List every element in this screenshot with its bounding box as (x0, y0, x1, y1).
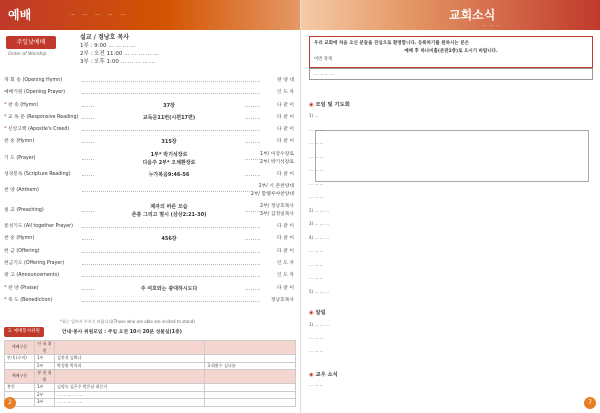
table-cell: 1부 (35, 384, 55, 392)
worship-row-leader: 2부/ 정낭호목사 3부/ 김정일목사 (260, 204, 294, 218)
table-cell: 김정숙 김은주 박은남 최문자 (55, 384, 205, 392)
worship-row-leader: 다 같 이 (277, 124, 294, 136)
worship-row-label-text: 찬 송 (Hymn) (4, 236, 35, 242)
table-row (5, 341, 296, 355)
worship-row-label (4, 100, 38, 112)
table-cell: 2부 (35, 362, 55, 370)
worship-row (4, 233, 296, 245)
table-cell: 2부 (35, 391, 55, 399)
table-cell: 안 내 위 원 (35, 341, 55, 355)
worship-row-leader: 다 같 이 (277, 221, 294, 233)
leader-dots (82, 276, 260, 277)
worship-row-label-text: 헌 금 (Offering) (4, 248, 40, 254)
table-row (5, 355, 296, 363)
table-row (5, 384, 296, 392)
worship-row-label-text: 통성기도 (All together Prayer) (4, 224, 73, 230)
meeting-item: … … … (309, 126, 324, 132)
worship-row-leader: 다 같 이 (277, 112, 294, 124)
meeting-item: 2) … … … (309, 207, 329, 213)
worship-row-label-text: 예배기원 (Opening Prayer) (4, 90, 66, 96)
worship-row-label (4, 112, 78, 124)
worship-row-label (4, 270, 59, 282)
order-of-worship-badge: 주일낮예배 (6, 36, 56, 49)
meeting-item: … … … (309, 140, 324, 145)
table-cell (5, 362, 35, 370)
worship-row-label (4, 169, 71, 181)
table-cell (205, 370, 296, 384)
order-of-worship-en: Order of Worship (8, 52, 47, 57)
leader-dots (82, 130, 260, 131)
worship-row-label (4, 283, 39, 295)
worship-row (4, 124, 296, 136)
worship-row-label (4, 181, 39, 201)
welcome-line: 예배 후 하나비홀(본관2층)로 오시기 바랍니다. (404, 49, 498, 54)
welcome-line: 우리 교회에 처음 오신 분들을 진심으로 환영합니다. 등록하기를 원하시는 분은 (314, 41, 469, 46)
worship-row-detail: 주 여호와는 광대하시도다 (94, 283, 244, 295)
worship-row-leader: 다 같 이 (277, 283, 294, 295)
meeting-item: … … … (309, 248, 324, 253)
worship-row-label (4, 201, 44, 221)
page-number: 2 (4, 397, 16, 409)
table-cell (205, 391, 296, 399)
meeting-item: … … … (309, 275, 324, 280)
bullet-icon: ◉ (309, 372, 314, 378)
left-header-title: 예배 (8, 8, 32, 22)
worship-row (4, 201, 296, 221)
worship-row-label-text: 설 교 (Preaching) (4, 208, 44, 214)
worship-row-label-text: 헌금기도 (Offering Prayer) (4, 260, 65, 266)
section-title: 모임 및 기도회 (315, 102, 350, 108)
section-heading-members (309, 370, 338, 378)
worship-row (4, 87, 296, 99)
section-heading-meetings (309, 100, 350, 108)
right-header-title: 교회소식 (449, 8, 496, 22)
worship-row-label (4, 295, 52, 307)
stand-star-icon: * (4, 297, 8, 303)
worship-row (4, 246, 296, 258)
table-cell (55, 370, 205, 384)
worship-row (4, 295, 296, 307)
table-row (5, 370, 296, 384)
worship-row-leader: 1부/ 시 존찬양대 2부/ 할렐루야찬양대 (250, 184, 294, 198)
meeting-item: 5) … … … (309, 288, 329, 294)
table-cell: 예배구분 (5, 370, 35, 384)
table-cell: 안내 (로비) (5, 355, 35, 363)
worship-row-label-text: 신앙고백 (Apostle's Creed) (7, 127, 70, 133)
worship-row-leader: 인 도 자 (277, 270, 294, 282)
table-cell: … … … … … (55, 399, 205, 407)
worship-row-label (4, 136, 34, 148)
meeting-item: … … … (309, 194, 324, 199)
table-cell: 봉헌 (5, 384, 35, 392)
schedule-badge: 3. 예배봉사위원 (4, 327, 44, 337)
meeting-item: 3) … … … (309, 221, 329, 226)
worship-row-detail: 누가복음9:46-56 (94, 169, 244, 181)
table-cell: … … … … … (55, 391, 205, 399)
worship-row-label (4, 149, 36, 169)
table-cell: 1부 (35, 355, 55, 363)
volunteer-schedule-table (4, 340, 296, 407)
worship-row-leader: 인 도 자 (277, 258, 294, 270)
meeting-item: … … … (309, 167, 324, 172)
right-page (300, 0, 600, 413)
worship-row (4, 100, 296, 112)
notice-item: … … … (309, 335, 324, 340)
leader-dots (82, 227, 260, 228)
worship-row-label-text: 축 도 (Benediction) (7, 297, 53, 303)
leader-dots (82, 93, 260, 94)
worship-row-leader: 다 같 이 (277, 100, 294, 112)
worship-row-label (4, 124, 69, 136)
worship-row (4, 112, 296, 124)
section-heading-notice (309, 308, 326, 316)
worship-row-leader: 찬 양 대 (277, 75, 294, 87)
left-header-subtitle: … … … … … (70, 11, 129, 17)
worship-row-label-text: 찬 송 (Hymn) (7, 102, 39, 108)
table-cell (205, 399, 296, 407)
worship-row-label-text: 개 회 송 (Opening Hymn) (4, 78, 63, 83)
table-cell (205, 384, 296, 392)
table-cell: 박성원 박옥희 (55, 362, 205, 370)
meeting-item: 4) … … … (309, 234, 329, 240)
table-cell: 예배구분 (5, 341, 35, 355)
left-header (0, 0, 300, 30)
worship-order-list (4, 75, 296, 307)
worship-row-detail: 제자의 바른 모습 존층 그리고 멸시 (삼상2:21-30) (94, 203, 244, 219)
worship-row (4, 270, 296, 282)
notice-item: 1) … … … (309, 322, 329, 327)
worship-row (4, 75, 296, 87)
worship-row-label (4, 87, 65, 99)
worship-row-detail: 37장 (94, 100, 244, 112)
worship-row-leader: 인 도 자 (277, 87, 294, 99)
meeting-item: … … … (309, 261, 324, 267)
worship-row-leader: 다 같 이 (277, 233, 294, 245)
member-news-item: … … … (309, 382, 324, 387)
table-row (5, 362, 296, 370)
worship-row (4, 181, 296, 201)
table-cell: 김홍선 김확나 (55, 355, 205, 363)
worship-row (4, 221, 296, 233)
stand-star-icon: * (4, 127, 8, 133)
sermon-info (80, 34, 159, 66)
section-title: 교우 소식 (315, 372, 338, 378)
notice-item: … … … (309, 348, 324, 353)
bullet-icon: ◉ (309, 310, 314, 316)
sermon-label: 설교 / 정낭호 목사 (80, 34, 130, 41)
page-number: 7 (584, 397, 596, 409)
worship-row-leader: 1부/ 이강수장로 2부/ 박기석장로 (260, 151, 294, 165)
welcome-line: 이번 경계 (314, 57, 332, 62)
worship-row-label-text: 광 고 (Announcements) (4, 273, 60, 279)
worship-row-detail: 315장 (94, 136, 244, 148)
table-cell: 봉 헌 위 원 (35, 370, 55, 384)
worship-row-detail: 456장 (94, 233, 244, 245)
worship-row-leader: 정낭호목사 (271, 295, 294, 307)
worship-row-detail: 1부* 박기석장로 다음주 2부* 오채환장로 (94, 151, 244, 167)
stand-star-icon: * (4, 285, 8, 291)
welcome-box (309, 36, 593, 68)
stand-star-icon: * (4, 114, 8, 120)
worship-row-label-text: 성경봉독 (Scripture Reading) (4, 171, 71, 177)
worship-row (4, 258, 296, 270)
sermon-line: 3부 : 오후 1:00 … … … … … (80, 59, 156, 65)
meeting-item: … … … (309, 153, 324, 159)
worship-row-label (4, 221, 73, 233)
worship-row (4, 136, 296, 148)
worship-row (4, 283, 296, 295)
table-cell (205, 355, 296, 363)
worship-row-label (4, 75, 62, 87)
worship-row-label-text: 기 도 (Prayer) (4, 155, 36, 161)
bullet-icon: ◉ (309, 102, 314, 108)
worship-row-label (4, 246, 39, 258)
worship-row-label-text: 찬 양 (Praise) (7, 285, 39, 291)
stand-star-icon: * (4, 102, 8, 108)
meeting-item: 1) … (309, 113, 319, 118)
worship-row-leader: 다 같 이 (277, 246, 294, 258)
schedule-title: 안내·봉사 위원모임 : 주일 오전 10시 20분 성물실(1층) (62, 330, 182, 335)
worship-row-detail: 교독문11번(시편17편) (94, 112, 244, 124)
section-title: 알림 (315, 310, 326, 316)
worship-row (4, 169, 296, 181)
table-cell (55, 341, 205, 355)
sermon-line: 2부 : 오전 11:00 … … … … … (80, 51, 159, 57)
table-row (5, 391, 296, 399)
worship-row-leader: 다 같 이 (277, 169, 294, 181)
leader-dots (82, 81, 260, 82)
right-header-subtitle: … … … (483, 22, 501, 27)
worship-row-label (4, 233, 34, 245)
worship-row-label-text: 찬 양 (Anthem) (4, 188, 39, 194)
worship-row (4, 149, 296, 169)
right-header (301, 0, 600, 30)
leader-dots (82, 191, 260, 192)
worship-row-label-text: 찬 송 (Hymn) (4, 139, 35, 145)
sermon-line: 1부 : 9:00 … … … … (80, 43, 136, 49)
table-cell (205, 341, 296, 355)
leader-dots (82, 301, 260, 302)
leader-dots (82, 264, 260, 265)
newcomer-box: … … … … (309, 68, 593, 80)
table-cell: 3부 (35, 399, 55, 407)
worship-row-label-text: 교 독 문 (Responsive Reading) (7, 114, 79, 120)
leader-dots (82, 252, 260, 253)
stand-note: *표는 일어서 주시기 바랍니다(Those who are able are invited to stand) (60, 319, 195, 324)
table-row (5, 399, 296, 407)
worship-row-leader: 다 같 이 (277, 136, 294, 148)
table-cell: 3 최환수 김나름 (205, 362, 296, 370)
meeting-item: … … … (309, 180, 324, 186)
worship-row-label (4, 258, 64, 270)
